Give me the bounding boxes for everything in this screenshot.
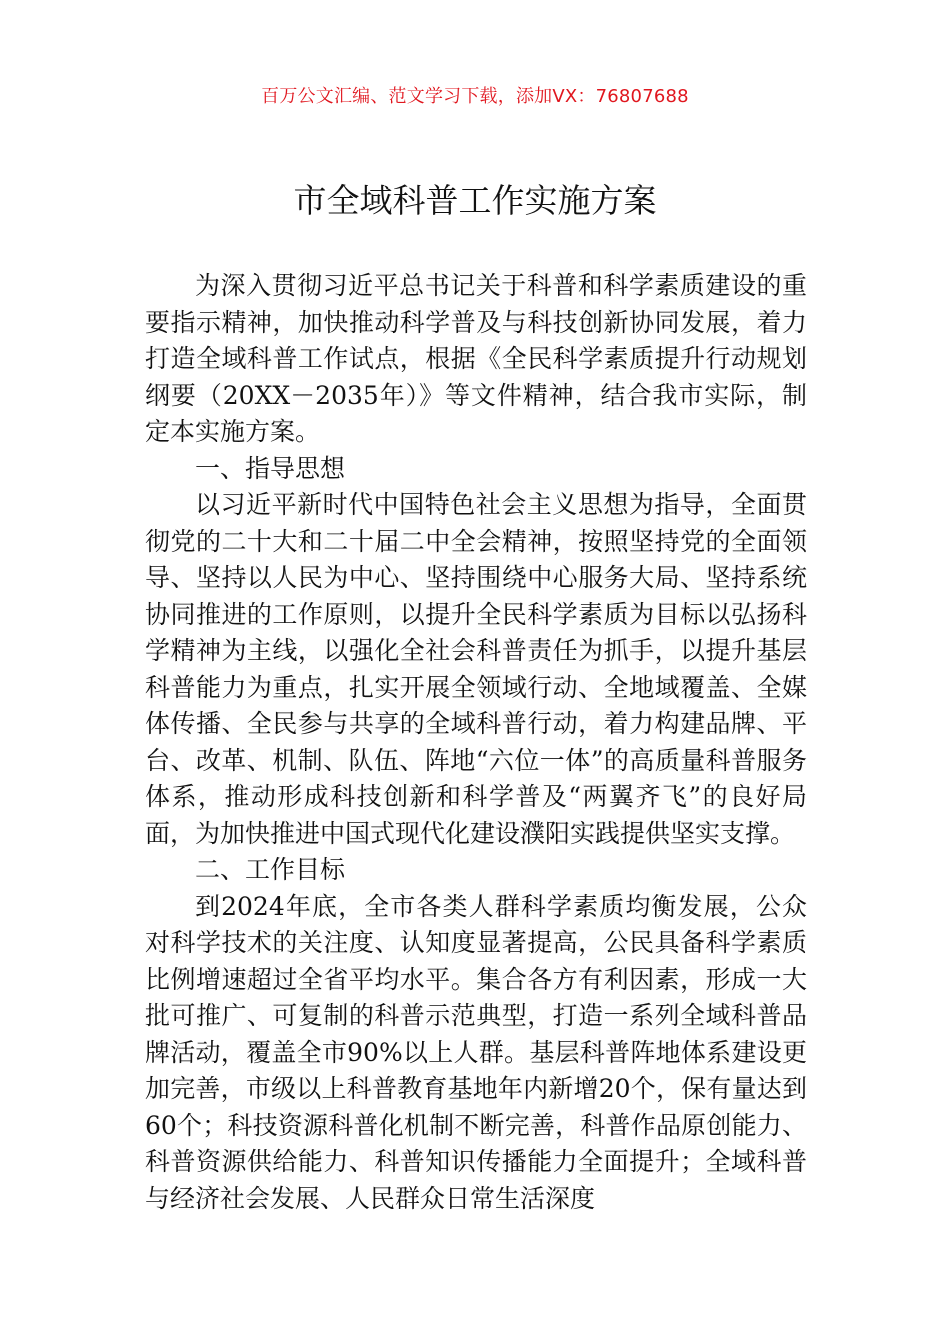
document-body <box>145 268 807 1217</box>
promo-banner: 百万公文汇编、范文学习下载，添加VX：76807688 <box>261 86 689 107</box>
section-heading-goals: 二、工作目标 <box>195 855 346 884</box>
intro-paragraph: 为深入贯彻习近平总书记关于科普和科学素质建设的重要指示精神，加快推动科学普及与科技创新协同发展，着力打造全域科普工作试点，根据《全民科学素质提升行动规划纲要（20XX－2035年）》等文件精神，结合我市实际，制定本实施方案。 <box>145 271 807 446</box>
goals-paragraph: 到2024年底，全市各类人群科学素质均衡发展，公众对科学技术的关注度、认知度显著提高，公民具备科学素质比例增速超过全省平均水平。集合各方有利因素，形成一大批可推广、可复制的科普示范典型，打造一系列全域科普品牌活动，覆盖全市90%以上人群。基层科普阵地体系建设更加完善，市级以上科普教育基地年内新增20个，保有量达到60个；科技资源科普化机制不断完善，科普作品原创能力、科普资源供给能力、科普知识传播能力全面提升；全域科普与经济社会发展、人民群众日常生活深度 <box>145 891 807 1213</box>
section-heading-guiding: 一、指导思想 <box>195 453 346 483</box>
guiding-paragraph: 以习近平新时代中国特色社会主义思想为指导，全面贯彻党的二十大和二十届二中全会精神，按照坚持党的全面领导、坚持以人民为中心、坚持围绕中心服务大局、坚持系统协同推进的工作原则，以提升全民科学素质为目标以弘扬科学精神为主线，以强化全社会科普责任为抓手，以提升基层科普能力为重点，扎实开展全领域行动、全地域覆盖、全媒体传播、全民参与共享的全域科普行动，着力构建品牌、平台、改革、机制、队伍、阵地“六位一体”的高质量科普服务体系，推动形成科技创新和科学普及“两翼齐飞”的良好局面，为加快推进中国式现代化建设濮阳实践提供坚实支撑。 <box>145 490 807 848</box>
page-title: 市全域科普工作实施方案 <box>293 181 657 220</box>
